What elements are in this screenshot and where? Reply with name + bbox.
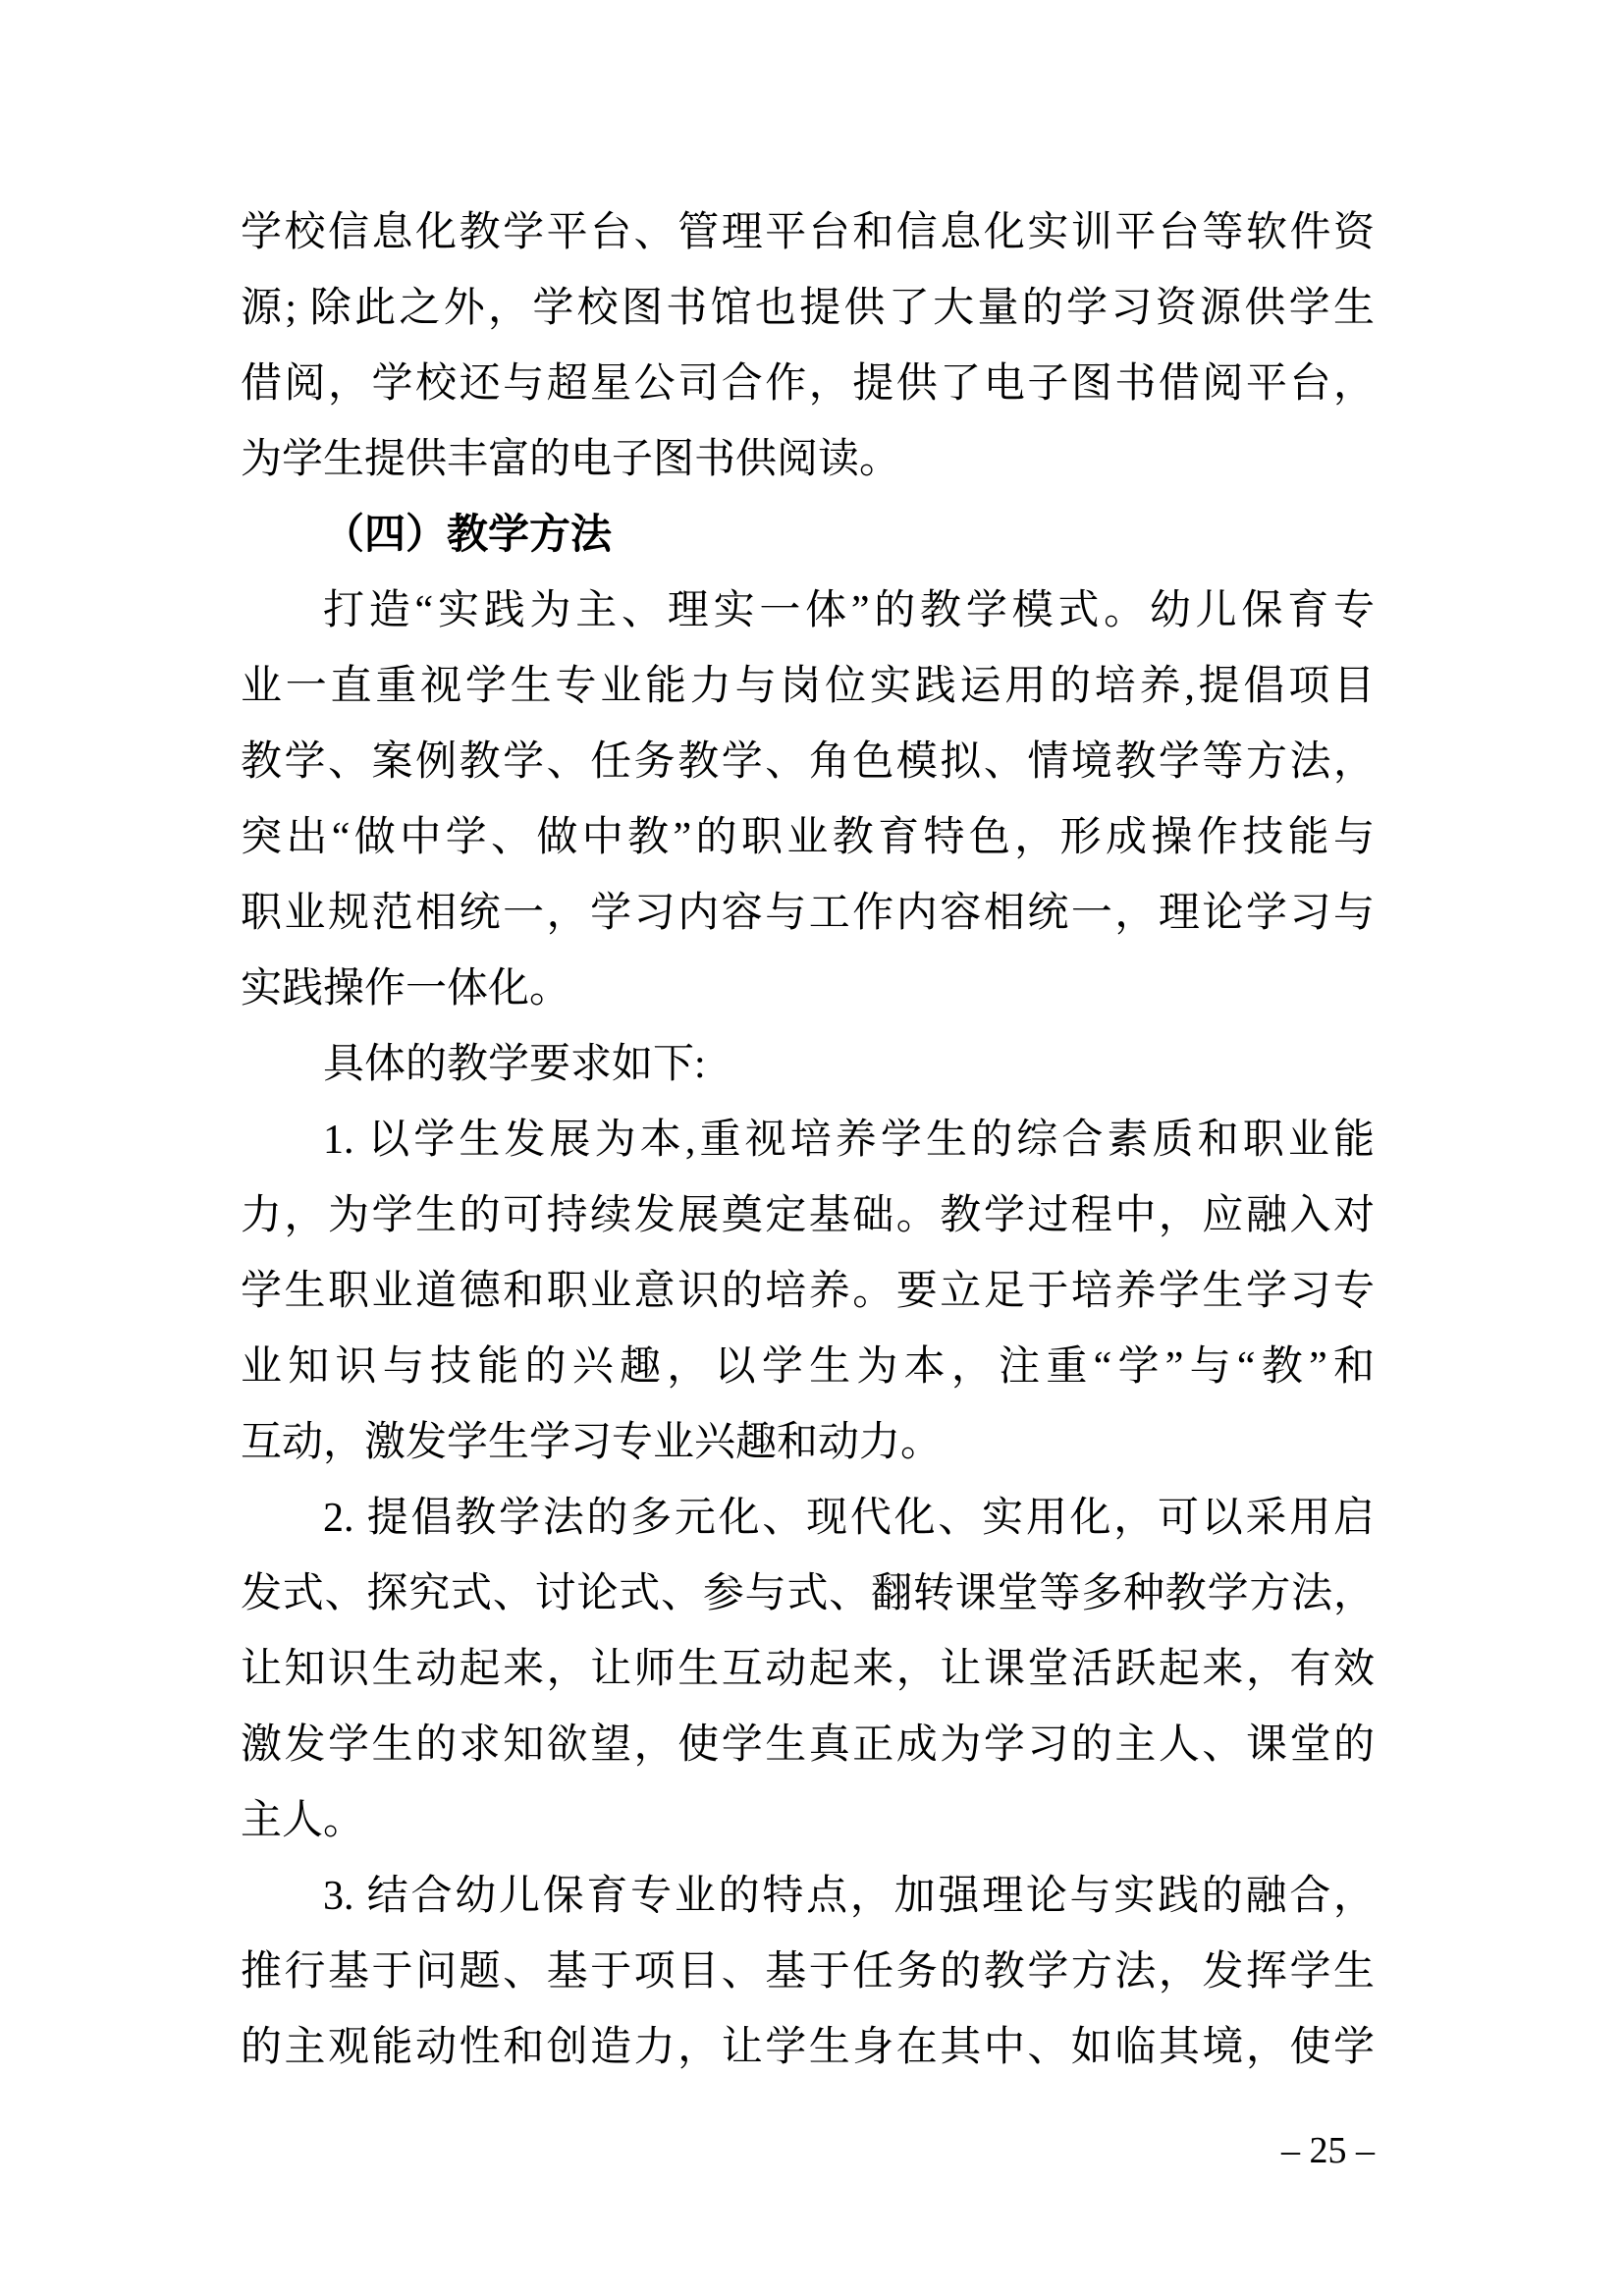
text-line: 主人。 [241,1798,365,1843]
text-line: 教学、案例教学、任务教学、角色模拟、情境教学等方法， [241,739,1375,785]
text-line: 业知识与技能的兴趣，以学生为本，注重“学”与“教”和 [241,1344,1375,1390]
text-line: 推行基于问题、基于项目、基于任务的教学方法，发挥学生 [241,1949,1375,1995]
document-body [241,195,1375,2086]
text-line: 3. 结合幼儿保育专业的特点，加强理论与实践的融合， [323,1874,1375,1919]
text-line: 力，为学生的可持续发展奠定基础。教学过程中，应融入对 [241,1193,1375,1238]
text-line: 源; 除此之外，学校图书馆也提供了大量的学习资源供学生 [241,286,1375,331]
text-line: 借阅，学校还与超星公司合作，提供了电子图书借阅平台， [241,361,1375,407]
text-line: 为学生提供丰富的电子图书供阅读。 [241,437,901,482]
text-line: 激发学生的求知欲望，使学生真正成为学习的主人、课堂的 [241,1722,1375,1768]
page-number: – 25 – [1281,2130,1375,2171]
text-line: 具体的教学要求如下: [323,1042,706,1087]
text-line: 让知识生动起来，让师生互动起来，让课堂活跃起来，有效 [241,1647,1375,1692]
text-line: 的主观能动性和创造力，让学生身在其中、如临其境，使学 [241,2025,1375,2070]
text-line: 职业规范相统一，学习内容与工作内容相统一，理论学习与 [241,891,1375,936]
text-line: 学校信息化教学平台、管理平台和信息化实训平台等软件资 [241,210,1375,255]
text-line: 互动，激发学生学习专业兴趣和动力。 [241,1420,943,1465]
section-heading: （四）教学方法 [323,513,613,558]
text-line: 实践操作一体化。 [241,966,571,1011]
text-line: 突出“做中学、做中教”的职业教育特色，形成操作技能与 [241,815,1375,860]
text-line: 1. 以学生发展为本,重视培养学生的综合素质和职业能 [323,1118,1375,1163]
text-line: 发式、探究式、讨论式、参与式、翻转课堂等多种教学方法， [241,1571,1375,1616]
text-line: 学生职业道德和职业意识的培养。要立足于培养学生学习专 [241,1269,1375,1314]
text-line: 2. 提倡教学法的多元化、现代化、实用化，可以采用启 [323,1496,1375,1541]
text-line: 业一直重视学生专业能力与岗位实践运用的培养,提倡项目 [241,664,1375,709]
text-line: 打造“实践为主、理实一体”的教学模式。幼儿保育专 [323,588,1375,633]
page-footer [241,2121,1375,2180]
